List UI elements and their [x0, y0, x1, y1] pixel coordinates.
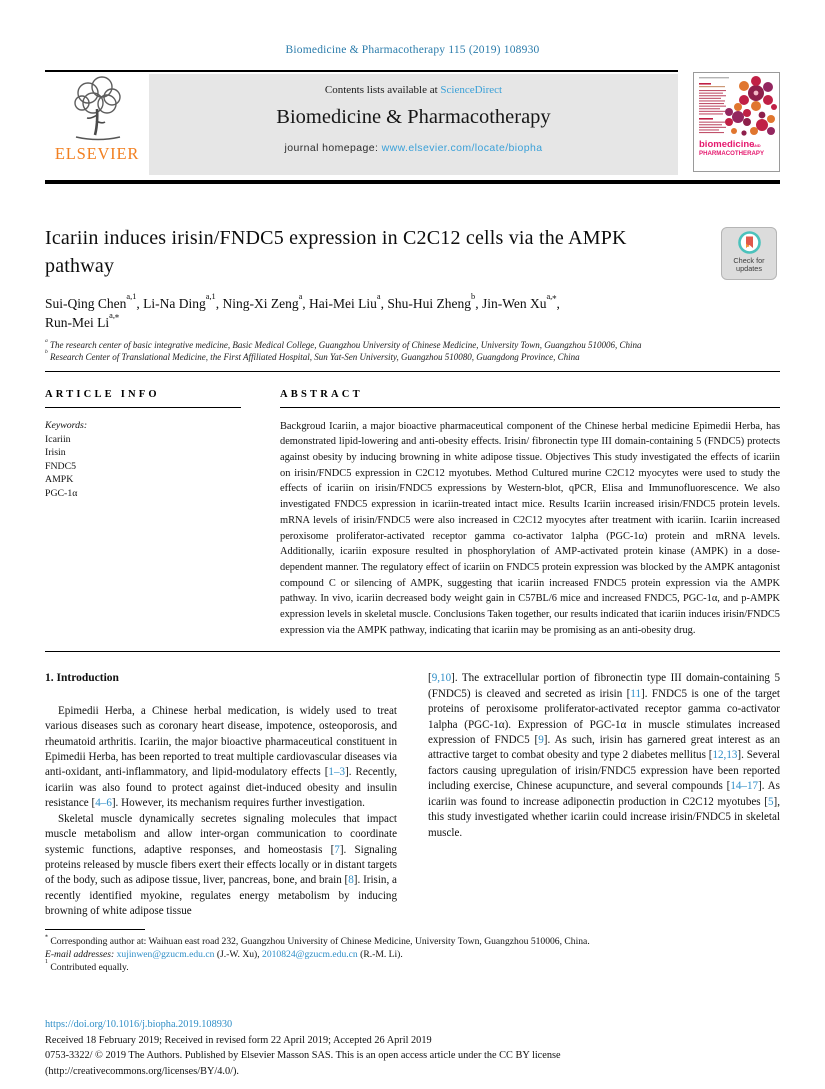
inline-link[interactable]: 7 [334, 843, 340, 856]
introduction-section [45, 671, 780, 919]
inline-link[interactable]: 2010824@gzucm.edu.cn [262, 948, 358, 960]
contents-line [149, 84, 678, 96]
inline-link[interactable]: 9,10 [431, 672, 452, 685]
keyword-item: AMPK [45, 474, 74, 486]
publication-info-line: 0753-3322/ © 2019 The Authors. Published by Elsevier Masson SAS. This is an open access article under the CC BY license [45, 1050, 561, 1061]
publication-info-line: (http://creativecommons.org/licenses/BY/4.0/). [45, 1065, 239, 1077]
article-title: Icariin induces irisin/FNDC5 expression in C2C12 cells via the AMPK pathway [45, 227, 627, 277]
keyword-item: Irisin [45, 447, 66, 459]
cover-title-line1: biomedicine [699, 139, 755, 150]
superscript: a [376, 291, 381, 301]
superscript: a,⁎ [109, 310, 120, 320]
check-for-updates-badge[interactable] [721, 227, 777, 280]
header-bottom-rule [45, 180, 780, 185]
elsevier-logo [45, 74, 149, 175]
journal-banner [149, 74, 678, 175]
journal-header [45, 70, 780, 184]
paragraph: Skeletal muscle dynamically secretes signaling molecules that impact muscle metabolism and allow inter-organ communication to coordinate systemic functions, adaptive responses, and homeostasis [7]. Signaling proteins released by muscle fibers exert their effects locally or in distant targets of the body, such as adipose tissue, liver, pancreas, bone, and brain [8]. Irisin, a recently identified myokine, regulates energy metabolism by inducing browning of white adipose tissue [45, 812, 398, 918]
inline-link[interactable]: 4–6 [95, 797, 112, 810]
elsevier-wordmark: ELSEVIER [54, 144, 140, 163]
abstract-rule [280, 407, 780, 408]
running-head-citation: Biomedicine & Pharmacotherapy 115 (2019) 108930 [285, 44, 540, 56]
italic-text: E-mail addresses: [45, 948, 117, 960]
intro-left-paragraphs [45, 704, 397, 920]
affiliation-line: $^a$ The research center of basic integrative medicine, Basic Medical College, Guangzhou University of Chinese Medicine, University Town, Guangzhou 510006, China [45, 337, 642, 350]
publication-info-line [45, 1017, 780, 1033]
affiliation-line: $^b$ Research Center of Translational Medicine, the First Affiliated Hospital, Sun Yat-Sen University, Guangzhou 510080, Guangdong Province, China [45, 349, 580, 362]
keywords-list [45, 433, 241, 501]
journal-cover-thumbnail [693, 72, 780, 172]
header-band-row [45, 74, 678, 175]
superscript: a,1 [205, 291, 216, 301]
superscript: a [298, 291, 303, 301]
superscript: 1 [45, 959, 48, 966]
superscript: a,⁎ [546, 291, 557, 301]
cover-title-and: AND [752, 143, 761, 148]
paragraph: Epimedii Herba, a Chinese herbal medication, is widely used to treat various diseases such as coronary heart disease, impotence, osteoporosis, and rheumatoid arthritis. Icariin, the major bioactive pharmaceutical constituent in Epimedii Herba, has been reported to treat multiple cardiovascular diseases via anti-oxidant, anti-inflammatory, and lipid-modulatory effects [1–3]. Recently, icariin was also found to protect against diet-induced obesity and insulin resistance [4–6]. However, its mechanism requires further investigation. [45, 704, 397, 810]
publication-info-block [45, 1017, 780, 1079]
affiliations [45, 337, 780, 364]
homepage-prefix: journal homepage: [284, 142, 382, 154]
header-top-rule [45, 70, 678, 72]
cover-title-line2: PHARMACOTHERAPY [699, 150, 765, 157]
divider-below-abstract [45, 651, 780, 652]
superscript: b [471, 291, 476, 301]
inline-link[interactable]: 1–3 [328, 766, 346, 779]
info-abstract-section [45, 389, 780, 639]
keyword-item: Icariin [45, 433, 71, 445]
footnote-rule [45, 929, 145, 930]
article-info-heading: ARTICLE INFO [45, 388, 160, 400]
superscript: a,1 [126, 291, 137, 301]
title-row [45, 225, 780, 281]
inline-link[interactable]: 5 [767, 795, 774, 808]
author-list: Sui-Qing Chen$^{a,1}$, Li-Na Ding$^{a,1}$, Ning-Xi Zeng$^a$, Hai-Mei Liu$^a$, Shu-Hui Zheng$^b$, Jin-Wen $Xu^{a,⁎}$, Run-Mei $Li^{a,⁎}$ [45, 291, 560, 330]
footnote-line: $^1$ Contributed equally. [45, 959, 129, 974]
footnote-line: ⁎ Corresponding author at: Waihuan east road 232, Guangzhou University of Chinese Medicine, University Town, Guangzhou 510006, China. [45, 932, 590, 947]
footnote-block [45, 929, 780, 975]
homepage-url-link[interactable]: www.elsevier.com/locate/biopha [381, 142, 543, 154]
keyword-item: PGC-1α [45, 487, 78, 499]
abstract-column [280, 389, 780, 639]
elsevier-tree-icon [66, 75, 128, 146]
intro-right-paragraphs [428, 671, 780, 840]
article-info-column [45, 389, 241, 639]
contents-prefix: Contents lists available at [324, 84, 441, 96]
keywords-label: Keywords: [45, 419, 88, 431]
divider-above-info [45, 371, 780, 372]
footnote-line: E-mail addresses: xujinwen@gzucm.edu.cn (J.-W. Xu), 2010824@gzucm.edu.cn (R.-M. Li). [45, 948, 403, 960]
inline-link[interactable]: 8 [348, 874, 354, 887]
abstract-heading: ABSTRACT [280, 388, 363, 400]
superscript: a [45, 337, 48, 344]
article-info-rule [45, 407, 241, 408]
inline-link[interactable]: https://doi.org/10.1016/j.biopha.2019.108930 [45, 1019, 233, 1030]
inline-link[interactable]: 12,13 [712, 749, 738, 762]
publication-info-line: Received 18 February 2019; Received in revised form 22 April 2019; Accepted 26 April 2019 [45, 1034, 432, 1046]
intro-right-column [428, 671, 780, 919]
intro-left-column [45, 671, 397, 919]
superscript: b [45, 349, 48, 356]
check-updates-line2: updates [736, 263, 762, 273]
inline-link[interactable]: 14–17 [730, 780, 759, 793]
sciencedirect-link[interactable]: ScienceDirect [440, 84, 503, 96]
footnote-lines [45, 932, 780, 975]
keyword-item: FNDC5 [45, 460, 77, 472]
journal-title: Biomedicine & Pharmacotherapy [276, 106, 551, 128]
homepage-line [149, 142, 678, 154]
paragraph: [9,10]. The extracellular portion of fibronectin type III domain-containing 5 (FNDC5) is cleaved and secreted as irisin [11]. FNDC5 is one of the target proteins of peroxisome proliferator-activated receptor gamma co-activator 1alpha (PGC-1α). Expression of PGC-1α in muscle stimulates increased expression of FNDC5 [9]. As such, irisin has garnered great interest as an attractive target to combat obesity and type 2 diabetes mellitus [12,13]. Several factors causing upregulation of irisin/FNDC5 expression have been reported including exercise, Chinese acupuncture, and several compounds [14–17]. As icariin was found to increase adiponectin production in C2C12 myotubes [5], this study investigated whether icariin could increase irisin/FNDC5 in skeletal muscle. [428, 672, 781, 839]
introduction-heading: 1. Introduction [45, 672, 119, 685]
inline-link[interactable]: xujinwen@gzucm.edu.cn [116, 948, 215, 960]
superscript: ⁎ [45, 932, 48, 939]
abstract-text: Backgroud Icariin, a major bioactive pharmaceutical component of the Chinese herbal medicine Epimedii Herba, has demonstrated lipid-lowering and anti-obesity effects. Irisin/ fibronectin type III domain-containing 5 (FNDC5) protects against obesity by inducing browning in white adipose tissue. Objectives This study investigated the effects of icariin on irisin/FNDC5 expression in C2C12 myotubes. Method Cultured murine C2C12 myocytes were used to study the effects of icariin on irisin/FNDC5 expressions by Western-blot, qPCR, Elisa and Immunofluorescence. We also investigated FNDC5 expression in icariin-treated intact mice. Results Icariin increased irisin/FNDC5 protein levels. mRNA levels of irisin/FNDC5 were also increased in C2C12 myocytes after treatment with icariin. Icariin increased peroxisome proliferator-activated receptor gamma co-activator 1alpha (PGC-1α) protein and mRNA levels. Additionally, icariin exposure resulted in phosphorylation of AMP-activated protein kinase (AMPK) in a dose-dependent manner. The regulatory effect of icariin on FNDC5 protein expression was blocked by the AMPK antagonist compound C or silencing of AMPK, suggesting that icariin increased FNDC5 protein expression via the AMPK pathway. In vivo, icariin decreased body weight gain in C57BL/6 mice and increased FNDC5, PGC-1α, and p-AMPK expression levels in skeletal muscle. Conclusions Taken together, our results indicated that icariin induces irisin/FNDC5 expression via the AMPK pathway, indicating that icariin may be promising as an anti-obesity drug. [280, 420, 780, 636]
inline-link[interactable]: 9 [538, 734, 544, 747]
check-updates-line1: Check for [733, 255, 765, 265]
inline-link[interactable]: 11 [630, 687, 642, 700]
